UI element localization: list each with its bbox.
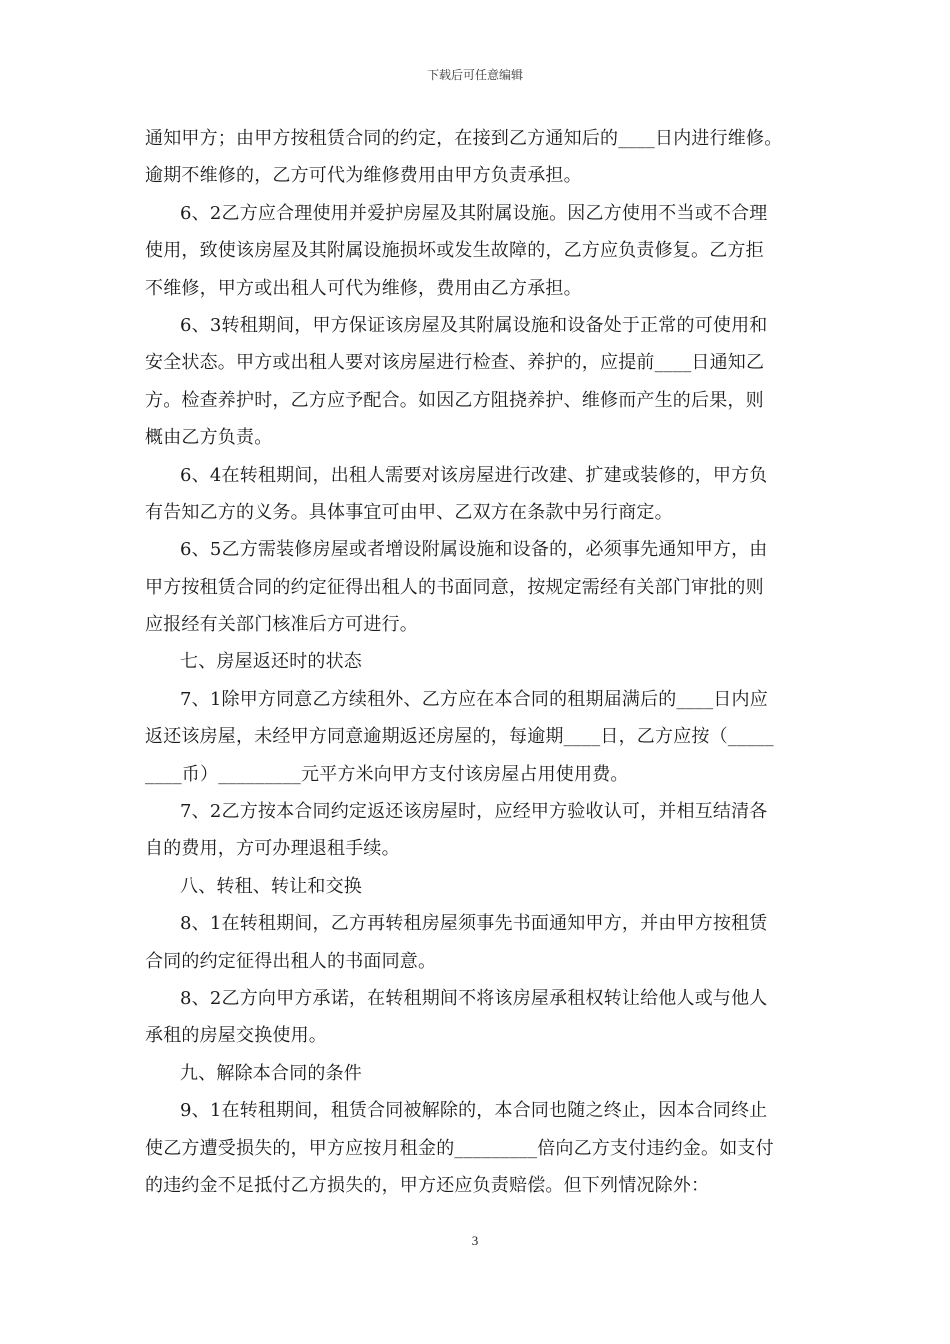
text-line: 使乙方遭受损失的，甲方应按月租金的_________倍向乙方支付违约金。如支付 bbox=[145, 1137, 774, 1159]
text-line: 通知甲方；由甲方按租赁合同的约定，在接到乙方通知后的____日内进行维修。 bbox=[145, 128, 783, 149]
text-line: 九、解除本合同的条件 bbox=[180, 1062, 362, 1084]
text-line: 6、2乙方应合理使用并爱护房屋及其附属设施。因乙方使用不当或不合理 bbox=[180, 202, 768, 224]
text-line: 甲方按租赁合同的约定征得出租人的书面同意，按规定需经有关部门审批的则 bbox=[145, 576, 764, 598]
text-line: 应报经有关部门核准后方可进行。 bbox=[145, 614, 418, 636]
page-number: 3 bbox=[471, 1233, 479, 1248]
text-line: 合同的约定征得出租人的书面同意。 bbox=[145, 950, 437, 972]
text-line: 6、4在转租期间，出租人需要对该房屋进行改建、扩建或装修的，甲方负 bbox=[180, 464, 768, 486]
text-line: 6、5乙方需装修房屋或者增设附属设施和设备的，必须事先通知甲方，由 bbox=[180, 539, 768, 561]
text-line: 7、1除甲方同意乙方续租外、乙方应在本合同的租期届满后的____日内应 bbox=[180, 688, 768, 710]
text-line: 概由乙方负责。 bbox=[145, 427, 273, 449]
text-line: 八、转租、转让和交换 bbox=[180, 875, 362, 897]
text-line: 6、3转租期间，甲方保证该房屋及其附属设施和设备处于正常的可使用和 bbox=[180, 314, 768, 336]
text-line: 自的费用，方可办理退租手续。 bbox=[145, 838, 400, 860]
text-line: 9、1在转租期间，租赁合同被解除的，本合同也随之终止，因本合同终止 bbox=[180, 1100, 768, 1122]
text-line: 返还该房屋，未经甲方同意逾期返还房屋的，每逾期____日，乙方应按（_____ bbox=[145, 726, 774, 748]
text-line: 7、2乙方按本合同约定返还该房屋时，应经甲方验收认可，并相互结清各 bbox=[180, 801, 768, 823]
text-line: ____币）_________元平方米向甲方支付该房屋占用使用费。 bbox=[145, 763, 629, 785]
text-line: 的违约金不足抵付乙方损失的，甲方还应负责赔偿。但下列情况除外： bbox=[145, 1174, 710, 1196]
text-line: 不维修，甲方或出租人可代为维修，费用由乙方承担。 bbox=[145, 277, 582, 299]
text-line: 使用，致使该房屋及其附属设施损坏或发生故障的，乙方应负责修复。乙方拒 bbox=[145, 240, 764, 262]
page-header: 下载后可任意编辑 bbox=[426, 68, 523, 82]
text-line: 七、房屋返还时的状态 bbox=[180, 651, 362, 673]
text-line: 逾期不维修的，乙方可代为维修费用由甲方负责承担。 bbox=[145, 165, 582, 187]
text-line: 有告知乙方的义务。具体事宜可由甲、乙双方在条款中另行商定。 bbox=[145, 501, 673, 523]
text-line: 方。检查养护时，乙方应予配合。如因乙方阻挠养护、维修而产生的后果，则 bbox=[145, 389, 764, 411]
text-line: 安全状态。甲方或出租人要对该房屋进行检查、养护的，应提前____日通知乙 bbox=[145, 352, 765, 374]
text-line: 8、2乙方向甲方承诺，在转租期间不将该房屋承租权转让给他人或与他人 bbox=[180, 987, 768, 1009]
text-line: 8、1在转租期间，乙方再转租房屋须事先书面通知甲方，并由甲方按租赁 bbox=[180, 913, 768, 935]
document-body bbox=[145, 120, 808, 1204]
text-line: 承租的房屋交换使用。 bbox=[145, 1025, 327, 1047]
